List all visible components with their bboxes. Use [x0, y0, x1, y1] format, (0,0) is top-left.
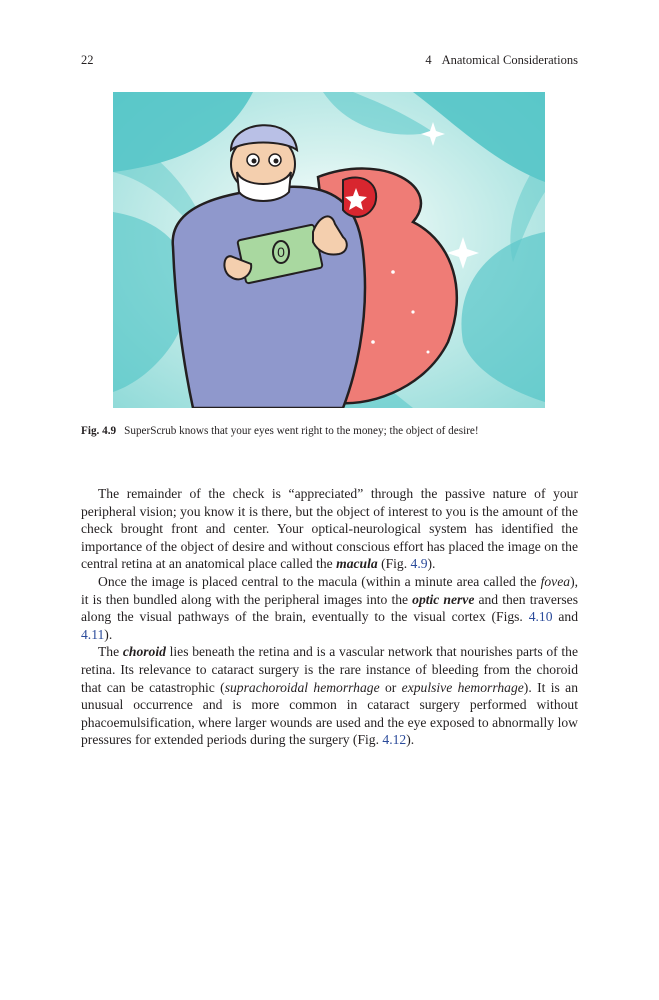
text-run: lies beneath the retina and is a vascular network that nourishes parts of the retina. Its relevance to cataract surgery is the rare instance of bleeding from the choroid that can be catastrophic (	[81, 644, 578, 695]
chapter-title: Anatomical Considerations	[441, 53, 578, 67]
check-amount-digit: 0	[277, 244, 285, 260]
text-run: The remainder of the check is “appreciated” through the passive nature of your peripheral vision; you know it is there, but the object of interest to you is the amount of the check brought front and center. Your optical-neurological system has identified the importance of the object of desire and without conscious effort has placed the image on the central retina at an anatomical place called the	[81, 486, 578, 572]
chapter-heading	[425, 52, 578, 68]
figure-caption	[81, 424, 578, 439]
term-expulsive-hemorrhage: expulsive hemorrhage	[401, 679, 524, 695]
figure-label: Fig. 4.9	[81, 425, 117, 437]
text-run: ), it is then bundled along with the peripheral images into the	[81, 573, 578, 607]
figure-link-4-9[interactable]: 4.9	[410, 556, 428, 572]
paragraph-2	[81, 573, 578, 643]
body-text	[81, 485, 578, 749]
text-run: Once the image is placed central to the macula (within a minute area called the	[98, 573, 541, 589]
running-head	[81, 52, 578, 68]
text-run: ).	[104, 626, 113, 642]
figure-link-4-11[interactable]: 4.11	[81, 626, 105, 642]
figure-link-4-10[interactable]: 4.10	[528, 609, 553, 625]
term-fovea: fovea	[540, 573, 571, 589]
paragraph-1	[81, 485, 578, 573]
figure-illustration	[113, 92, 545, 408]
term-suprachoroidal-hemorrhage: suprachoroidal hemorrhage	[224, 679, 380, 695]
page-number: 22	[81, 53, 94, 67]
text-run: ). It is an unusual occurrence and is more common in cataract surgery performed without phacoemulsification, where larger wounds are used and the eye exposed to abnormally low pressures for extended periods during the surgery (Fig.	[81, 679, 578, 748]
text-run: The	[98, 644, 123, 660]
text-run: ).	[427, 556, 436, 572]
figure-caption-text: SuperScrub knows that your eyes went right to the money; the object of desire!	[124, 425, 479, 437]
chapter-number: 4	[425, 53, 432, 67]
head	[231, 125, 297, 201]
text-run: ).	[406, 732, 415, 748]
figure-link-4-12[interactable]: 4.12	[382, 732, 407, 748]
paragraph-3	[81, 643, 578, 749]
text-run: and	[552, 609, 578, 625]
term-macula: macula	[336, 556, 378, 572]
term-optic-nerve: optic nerve	[412, 591, 475, 607]
term-choroid: choroid	[122, 644, 166, 660]
suit-body	[173, 187, 365, 408]
text-run: and then traverses along the visual pathways of the brain, eventually to the visual cortex (Figs.	[81, 591, 579, 625]
text-run: (Fig.	[377, 556, 411, 572]
text-run: or	[379, 679, 402, 695]
